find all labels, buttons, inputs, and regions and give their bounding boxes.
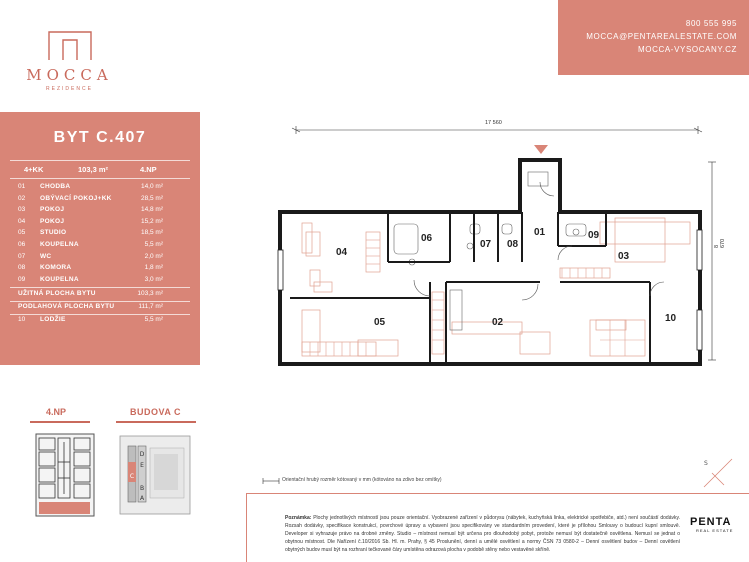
room-label-10: 10 — [665, 313, 677, 324]
room-name: OBÝVACÍ POKOJ+KK — [40, 194, 112, 202]
block-letter: E — [140, 462, 144, 469]
block-letter: A — [139, 495, 145, 502]
room-row — [10, 217, 190, 229]
room-label-03: 03 — [618, 251, 630, 262]
building-map-label: BUDOVA C — [130, 407, 181, 417]
room-number: 08 — [18, 264, 26, 272]
room-name: KOMORA — [40, 264, 72, 272]
mocca-logo-icon — [47, 30, 93, 60]
brand-logo — [12, 30, 127, 92]
note-title: Poznámka: — [285, 515, 312, 521]
footer-note — [285, 514, 680, 554]
room-name: WC — [40, 252, 52, 260]
room-list — [10, 182, 190, 326]
room-row — [10, 205, 190, 217]
room-area: 5,5 m² — [144, 315, 163, 323]
room-number: 07 — [18, 252, 26, 260]
entrance-marker-icon — [534, 145, 548, 154]
compass-icon — [700, 455, 736, 491]
room-number: 10 — [18, 315, 26, 323]
room-area: 3,0 m² — [144, 275, 163, 283]
room-area: 1,8 m² — [144, 264, 163, 272]
room-area: 28,5 m² — [140, 194, 163, 202]
compass-label: S — [704, 460, 708, 467]
contact-web[interactable]: MOCCA-VYSOCANY.CZ — [638, 45, 737, 54]
contact-email[interactable]: MOCCA@PENTAREALESTATE.COM — [586, 32, 737, 41]
brand-subtitle: REZIDENCE — [46, 86, 93, 92]
room-label-02: 02 — [492, 317, 504, 328]
room-row — [10, 228, 190, 240]
unit-info-panel — [0, 112, 200, 365]
highlighted-unit — [39, 502, 90, 514]
unit-area: 103,3 m² — [78, 165, 109, 174]
note-text: Plochy jednotlivých místností jsou pouze orientační. Vyobrazené zařízení v půdorysu (nábytek, kuchyňská linka, elektrické spotřebiče, atd.) není součástí dodávky. Rozsah dodávky, specifikace konstrukcí, povrchové úpravy a vybavení jsou specifikovány ve standardním provedení, které je přílohou Smlouvy o budoucí kupní smlouvě. Developer si vyhrazuje právo na drobné změny. Studio – místnost nemusí být určena pro dlouhodobý pobyt, protože nemusí být dostatečně osvětlena. Nemusí se jednat o obytnou místnost. Dle Nařízení č.10/2016 Sb. Hl. m. Prahy, § 45 Proslunění, denní a umělé osvětlení a normy ČSN 73 0580-2 – Denní osvětlení budov – Denní osvětlení obytných budov musí být na rozhraní tečkované čáry umístěna odrazová plocha v podobě stěny nebo vestavěné skříně. — [285, 515, 681, 553]
unit-floor: 4.NP — [140, 165, 157, 174]
floor-map-label: 4.NP — [46, 407, 67, 417]
summary-row — [10, 289, 190, 301]
unit-title: BYT C.407 — [53, 129, 147, 146]
block-letter: B — [139, 485, 145, 492]
room-row — [10, 263, 190, 275]
divider — [116, 421, 196, 423]
room-area: 14,0 m² — [140, 183, 163, 190]
divider — [30, 421, 90, 423]
room-name: CHODBA — [40, 183, 71, 190]
room-row — [10, 275, 190, 287]
room-area: 5,5 m² — [144, 240, 163, 248]
contact-box — [558, 0, 749, 75]
summary-name: UŽITNÁ PLOCHA BYTU — [18, 290, 96, 298]
room-label-07: 07 — [480, 239, 492, 250]
building-keyplan-map — [118, 434, 192, 516]
floor-plan — [270, 120, 726, 385]
room-number: 01 — [18, 183, 26, 190]
divider — [10, 178, 190, 179]
room-number: 05 — [18, 229, 26, 237]
dimension-legend: Orientační hrubý rozměr kótovaný v mm (kótováno na zdivo bez omítky) — [282, 477, 442, 483]
block-letter: C — [129, 473, 135, 480]
unit-summary-header — [20, 165, 185, 177]
room-area: 18,5 m² — [140, 229, 163, 237]
room-row — [10, 240, 190, 252]
width-dimension: 17 560 — [485, 120, 502, 126]
room-label-05: 05 — [374, 317, 386, 328]
room-name: STUDIO — [40, 229, 67, 237]
room-name: LODŽIE — [40, 315, 66, 323]
divider — [10, 287, 190, 288]
room-number: 06 — [18, 240, 26, 248]
floor-keyplan-map — [34, 432, 96, 518]
summary-area: 111,7 m² — [138, 302, 163, 310]
room-name: POKOJ — [40, 217, 65, 225]
brand-name: MOCCA — [26, 66, 113, 84]
room-name: KOUPELNA — [40, 240, 79, 248]
room-row — [10, 252, 190, 264]
summary-name: PODLAHOVÁ PLOCHA BYTU — [18, 302, 115, 310]
height-dimension: 8 670 — [714, 238, 726, 248]
room-number: 04 — [18, 217, 26, 225]
room-number: 09 — [18, 275, 26, 283]
room-label-06: 06 — [421, 233, 433, 244]
summary-row — [10, 302, 190, 314]
room-label-04: 04 — [336, 247, 348, 258]
room-number: 03 — [18, 206, 26, 214]
footer — [246, 493, 749, 562]
penta-logo-sub: REAL ESTATE — [696, 528, 734, 533]
room-name: POKOJ — [40, 206, 65, 214]
room-area: 14,8 m² — [140, 206, 163, 214]
room-number: 02 — [18, 194, 26, 202]
summary-area: 103,3 m² — [137, 290, 163, 298]
room-label-01: 01 — [534, 227, 546, 238]
room-area: 2,0 m² — [144, 252, 163, 260]
penta-logo: PENTA — [690, 516, 732, 528]
room-label-09: 09 — [588, 230, 600, 241]
unit-layout: 4+KK — [24, 165, 44, 174]
room-label-08: 08 — [507, 239, 519, 250]
contact-phone[interactable]: 800 555 995 — [685, 19, 737, 28]
block-letter: D — [139, 451, 145, 458]
room-name: KOUPELNA — [40, 275, 79, 283]
room-row — [10, 194, 190, 206]
room-area: 15,2 m² — [140, 217, 163, 225]
extra-row — [10, 315, 190, 327]
dimension-legend-icon — [262, 477, 280, 485]
divider — [10, 160, 190, 161]
room-row — [10, 182, 190, 194]
